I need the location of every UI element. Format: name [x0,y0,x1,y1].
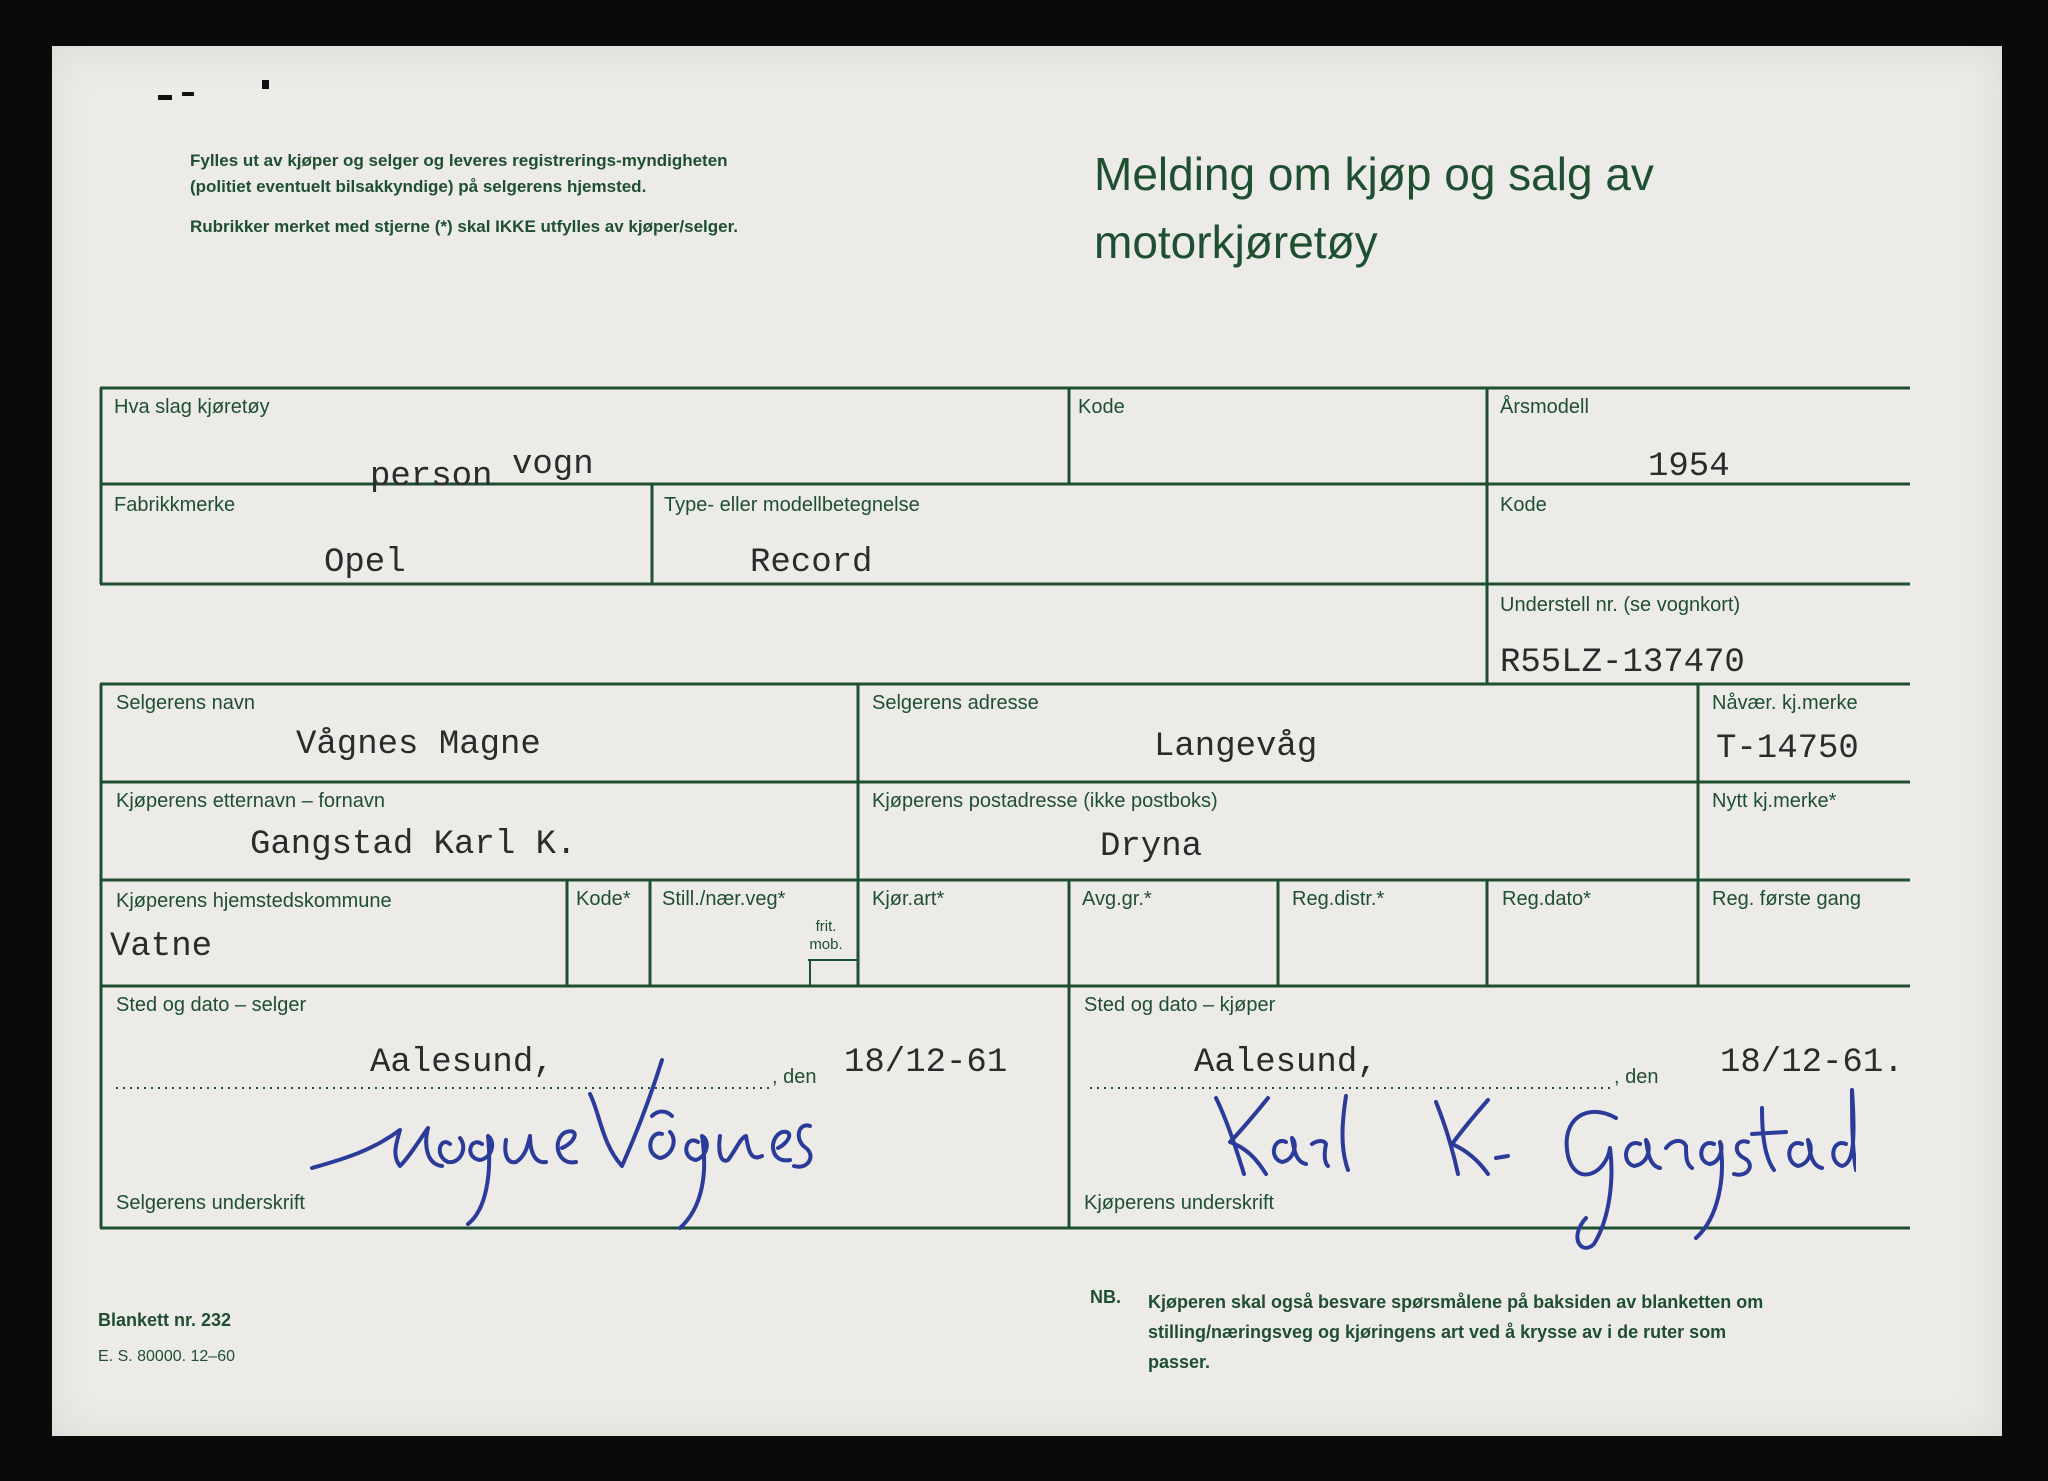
value-seller-date: 18/12-61 [844,1044,1008,1082]
label-kode-2: Kode [1500,494,1547,516]
label-year-model: Årsmodell [1500,396,1589,418]
instructions-line-1: Fylles ut av kjøper og selger og leveres registrerings-myndigheten (politiet eventuelt bilsakkyndige) på selgerens hjemsted. [190,151,728,196]
label-place-date-buyer: Sted og dato – kjøper [1084,994,1276,1016]
label-reg-dato: Reg.dato* [1502,888,1591,910]
nb-label: NB. [1090,1287,1121,1307]
label-kode-3: Kode* [576,888,631,910]
label-reg-distr: Reg.distr.* [1292,888,1385,910]
label-frit-mob: frit. mob. [809,918,843,953]
label-vehicle-type: Hva slag kjøretøy [114,396,270,418]
value-vehicle-type-b: vogn [512,446,594,484]
value-buyer-address: Dryna [1100,828,1203,866]
form-number: Blankett nr. 232 [98,1310,232,1330]
label-seller-signature: Selgerens underskrift [116,1192,305,1214]
value-current-plate: T-14750 [1716,730,1859,768]
label-den-1: , den [772,1066,817,1088]
label-place-date-seller: Sted og dato – selger [116,994,307,1016]
value-seller-name: Vågnes Magne [296,726,541,764]
label-seller-address: Selgerens adresse [872,692,1039,714]
label-buyer-signature: Kjøperens underskrift [1084,1192,1275,1214]
label-kjor-art: Kjør.art* [872,888,945,910]
nb-text: Kjøperen skal også besvare spørsmålene på baksiden av blanketten om stilling/næringsveg og kjøringens art ved å krysse av i de ruter som passer. [1148,1292,1764,1372]
value-year-model: 1954 [1648,448,1730,486]
value-buyer-date: 18/12-61. [1720,1044,1904,1082]
value-buyer-place: Aalesund, [1194,1044,1378,1082]
label-avg-gr: Avg.gr.* [1082,888,1152,910]
label-buyer-address: Kjøperens postadresse (ikke postboks) [872,790,1218,812]
value-vehicle-type-a: person [370,458,493,496]
title-line-1: Melding om kjøp og salg av [1094,148,1654,200]
label-model: Type- eller modellbetegnelse [664,494,920,516]
value-seller-address: Langevåg [1154,728,1318,766]
label-buyer-name: Kjøperens etternavn – fornavn [116,790,386,812]
title-line-2: motorkjøretøy [1094,216,1378,268]
value-model: Record [750,544,873,582]
label-buyer-municipality: Kjøperens hjemstedskommune [116,890,392,912]
buyer-signature-image [1196,1078,1856,1258]
label-current-plate: Nåvær. kj.merke [1712,692,1858,714]
label-occupation: Still./nær.veg* [662,888,786,910]
label-reg-first: Reg. første gang [1712,888,1861,910]
label-make: Fabrikkmerke [114,494,236,516]
label-chassis: Understell nr. (se vognkort) [1500,594,1741,616]
label-kode-1: Kode [1078,396,1125,418]
label-seller-name: Selgerens navn [116,692,255,714]
value-buyer-municipality: Vatne [110,928,213,966]
label-den-2: , den [1614,1066,1659,1088]
print-info: E. S. 80000. 12–60 [98,1348,235,1365]
instructions-line-2: Rubrikker merket med stjerne (*) skal IKKE utfylles av kjøper/selger. [190,217,739,236]
seller-signature-image [300,1024,820,1244]
value-seller-place: Aalesund, [370,1044,554,1082]
value-make: Opel [324,544,406,582]
instructions [190,148,775,254]
form-title [1094,140,1854,276]
value-chassis: R55LZ-137470 [1500,644,1745,682]
value-buyer-name: Gangstad Karl K. [250,826,577,864]
label-new-plate: Nytt kj.merke* [1712,790,1837,812]
